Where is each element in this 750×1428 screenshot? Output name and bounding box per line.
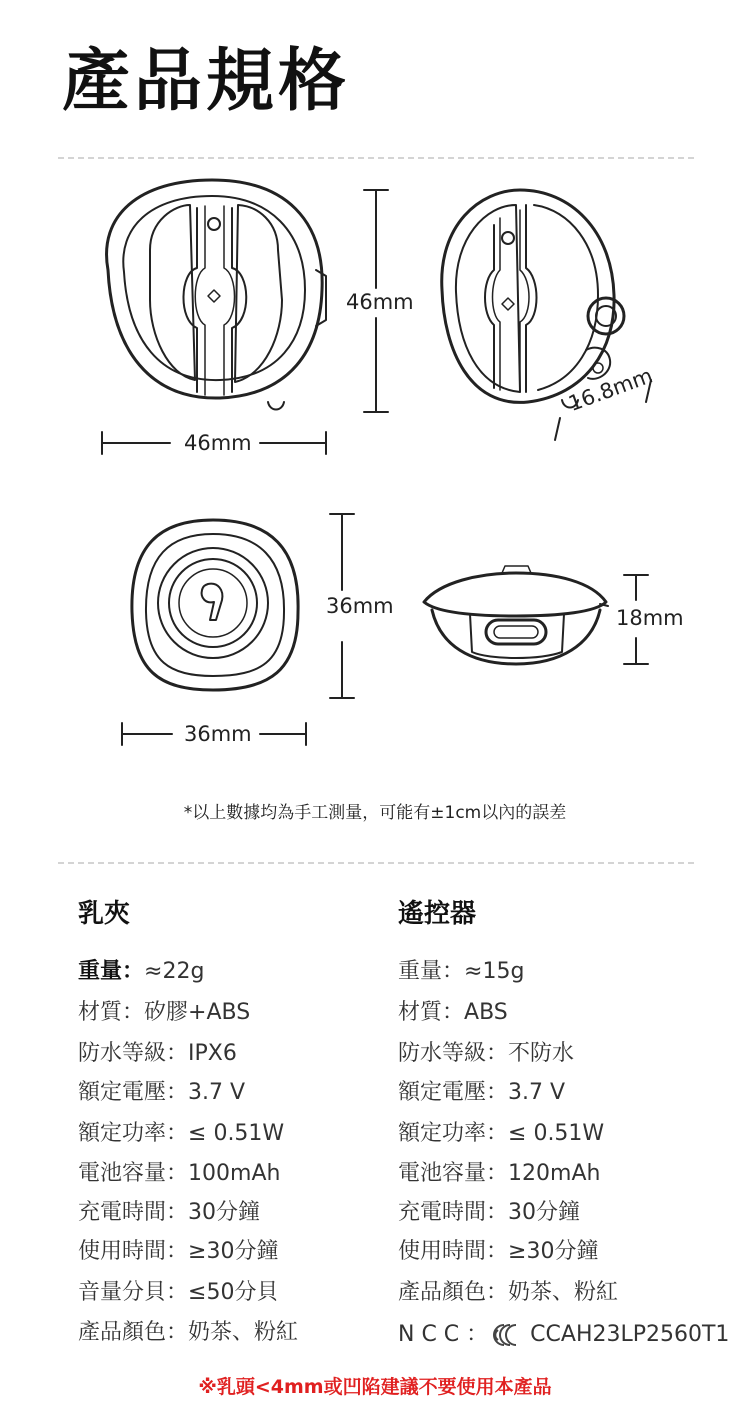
remote-spec-row: 充電時間：30分鐘 <box>398 1200 581 1225</box>
ncc-value: CCAH23LP2560T1 <box>530 1322 730 1347</box>
clip-spec-row: 產品顏色：奶茶、粉紅 <box>78 1320 299 1345</box>
ncc-label: N C C ： <box>398 1322 489 1347</box>
clip-front-illustration <box>107 180 326 410</box>
remote-side-illustration <box>424 566 608 664</box>
dim-side-depth: 16.8mm <box>565 363 656 416</box>
dim-front-height: 46mm <box>346 290 414 314</box>
dim-front-width: 46mm <box>184 431 252 455</box>
remote-front-illustration <box>132 520 298 690</box>
clip-spec-row: 使用時間：≥30分鐘 <box>78 1239 279 1264</box>
clip-spec-row: 重量：≈22g <box>78 959 205 984</box>
remote-spec-row: 額定電壓：3.7 V <box>398 1080 566 1105</box>
dim-remote-width: 36mm <box>184 722 252 746</box>
remote-ncc-row <box>398 1322 729 1348</box>
remote-spec-row: 使用時間：≥30分鐘 <box>398 1239 599 1264</box>
page-title: 產品規格 <box>62 42 351 121</box>
clip-spec-title: 乳夾 <box>78 899 131 929</box>
divider-middle <box>58 862 694 864</box>
clip-spec-row: 防水等級：IPX6 <box>78 1041 237 1066</box>
remote-spec-row: 防水等級：不防水 <box>398 1041 575 1066</box>
usage-warning: ※乳頭<4mm或凹陷建議不要使用本產品 <box>198 1376 552 1398</box>
clip-spec-row: 充電時間：30分鐘 <box>78 1200 261 1225</box>
remote-spec-row: 重量：≈15g <box>398 959 525 984</box>
clip-spec-row: 額定電壓：3.7 V <box>78 1080 246 1105</box>
remote-spec-row: 材質：ABS <box>398 1000 508 1025</box>
measure-note: *以上數據均為手工測量，可能有±1cm以內的誤差 <box>183 803 567 823</box>
clip-spec-row: 音量分貝：≤50分貝 <box>78 1280 279 1305</box>
clip-side-illustration <box>442 190 624 408</box>
clip-spec-row: 電池容量：100mAh <box>78 1161 281 1186</box>
clip-spec-row: 額定功率：≤ 0.51W <box>78 1121 285 1146</box>
dim-remote-thickness: 18mm <box>616 606 684 630</box>
remote-spec-row: 產品顏色：奶茶、粉紅 <box>398 1280 619 1305</box>
remote-spec-row: 電池容量：120mAh <box>398 1161 601 1186</box>
ncc-mark-icon <box>490 1322 526 1348</box>
remote-spec-row: 額定功率：≤ 0.51W <box>398 1121 605 1146</box>
remote-spec-title: 遙控器 <box>398 899 477 929</box>
clip-spec-row: 材質：矽膠+ABS <box>78 1000 251 1025</box>
dim-remote-height: 36mm <box>326 594 394 618</box>
